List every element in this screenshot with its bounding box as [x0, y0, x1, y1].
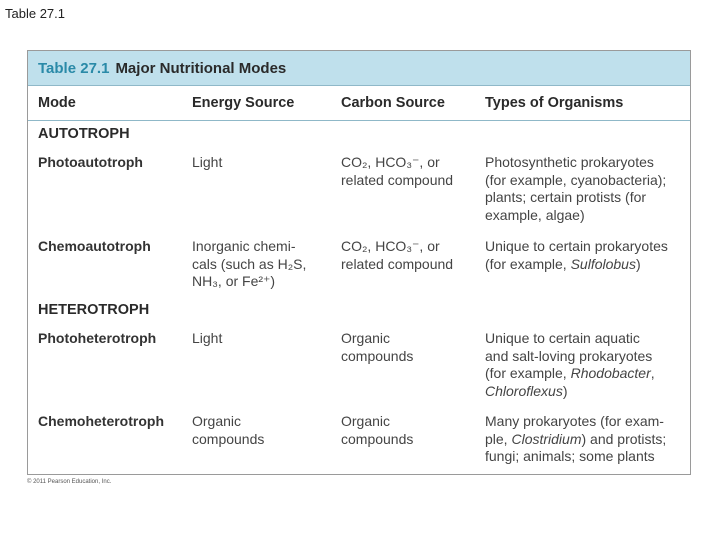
mode-photoautotroph: Photoautotroph — [38, 154, 143, 170]
carbon-line: Organic — [341, 330, 391, 346]
carbon-line: compounds — [341, 347, 414, 364]
carbon-photoautotroph — [341, 154, 479, 189]
carbon-line: CO₂, HCO₃⁻, or — [341, 238, 440, 254]
types-chemoheterotroph — [485, 413, 685, 466]
types-line: and salt-loving prokaryotes — [485, 347, 653, 364]
table-caption-number: Table 27.1 — [38, 59, 110, 77]
carbon-line: related compound — [341, 255, 454, 272]
carbon-photoheterotroph — [341, 330, 479, 365]
energy-photoautotroph — [192, 154, 336, 172]
carbon-chemoheterotroph — [341, 413, 479, 448]
energy-line: NH₃, or Fe²⁺) — [192, 273, 276, 289]
types-line: plants; certain protists (for — [485, 189, 647, 205]
types-line: example, algae) — [485, 206, 585, 223]
energy-line: Light — [192, 330, 223, 346]
energy-line: Inorganic chemi- — [192, 238, 296, 254]
carbon-line: related compound — [341, 171, 454, 188]
energy-line: Light — [192, 154, 223, 170]
energy-line: Organic — [192, 413, 242, 429]
types-line: (for example, cyanobacteria); — [485, 171, 667, 188]
table-caption — [28, 51, 690, 86]
header-energy-source: Energy Source — [192, 95, 295, 111]
table-caption-text: Major Nutritional Modes — [115, 59, 287, 77]
types-photoautotroph — [485, 154, 685, 224]
mode-chemoautotroph: Chemoautotroph — [38, 238, 151, 254]
energy-photoheterotroph — [192, 330, 336, 348]
types-chemoautotroph — [485, 238, 685, 273]
types-line: ple, Clostridium) and protists; — [485, 430, 667, 447]
types-line: Chloroflexus) — [485, 382, 568, 399]
types-line: (for example, Sulfolobus) — [485, 255, 641, 272]
carbon-line: CO₂, HCO₃⁻, or — [341, 154, 440, 170]
mode-chemoheterotroph: Chemoheterotroph — [38, 413, 164, 429]
types-line: (for example, Rhodobacter, — [485, 365, 655, 381]
nutritional-modes-table — [27, 50, 691, 475]
types-line: Photosynthetic prokaryotes — [485, 154, 654, 170]
energy-line: compounds — [192, 430, 265, 447]
copyright-notice: © 2011 Pearson Education, Inc. — [27, 479, 112, 485]
carbon-chemoautotroph — [341, 238, 479, 273]
types-photoheterotroph — [485, 330, 685, 400]
group-label-heterotroph: HETEROTROPH — [38, 302, 150, 318]
types-line: fungi; animals; some plants — [485, 448, 655, 464]
energy-chemoautotroph — [192, 238, 336, 291]
types-line: Many prokaryotes (for exam- — [485, 413, 664, 429]
slide-title: Table 27.1 — [5, 6, 65, 21]
table-header-row — [28, 87, 690, 121]
energy-line: cals (such as H₂S, — [192, 255, 307, 272]
header-carbon-source: Carbon Source — [341, 95, 445, 111]
types-line: Unique to certain prokaryotes — [485, 238, 668, 254]
group-label-autotroph: AUTOTROPH — [38, 126, 130, 142]
types-line: Unique to certain aquatic — [485, 330, 640, 346]
header-mode: Mode — [38, 95, 76, 111]
header-types-of-organisms: Types of Organisms — [485, 95, 624, 111]
carbon-line: Organic — [341, 413, 391, 429]
energy-chemoheterotroph — [192, 413, 336, 448]
mode-photoheterotroph: Photoheterotroph — [38, 330, 157, 346]
carbon-line: compounds — [341, 430, 414, 447]
